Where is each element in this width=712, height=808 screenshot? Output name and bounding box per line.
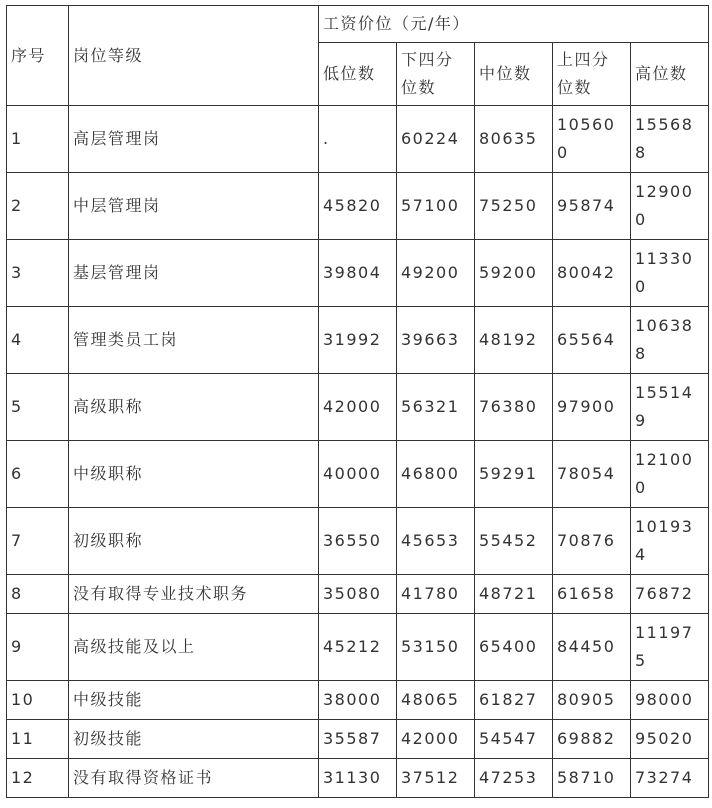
- table-row: [7, 508, 709, 575]
- row-seq: 3: [7, 240, 69, 307]
- row-post-level: 中级职称: [69, 441, 319, 508]
- row-post-level: 管理类员工岗: [69, 307, 319, 374]
- row-seq: 7: [7, 508, 69, 575]
- header-high: 高位数: [631, 43, 709, 106]
- row-lower-quartile: 48065: [397, 681, 475, 720]
- row-high: 129000: [631, 173, 709, 240]
- row-high: 155688: [631, 106, 709, 173]
- row-upper-quartile: 97900: [553, 374, 631, 441]
- table-row: [7, 240, 709, 307]
- row-median: 55452: [475, 508, 553, 575]
- row-post-level: 基层管理岗: [69, 240, 319, 307]
- row-lower-quartile: 53150: [397, 614, 475, 681]
- row-low: 35080: [319, 575, 397, 614]
- header-seq: 序号: [7, 6, 69, 106]
- row-upper-quartile: 95874: [553, 173, 631, 240]
- row-high: 73274: [631, 759, 709, 798]
- row-lower-quartile: 60224: [397, 106, 475, 173]
- row-seq: 6: [7, 441, 69, 508]
- row-lower-quartile: 49200: [397, 240, 475, 307]
- row-low: 40000: [319, 441, 397, 508]
- salary-table: [6, 5, 709, 798]
- row-low: 38000: [319, 681, 397, 720]
- row-low: 35587: [319, 720, 397, 759]
- row-high: 98000: [631, 681, 709, 720]
- row-seq: 11: [7, 720, 69, 759]
- row-lower-quartile: 57100: [397, 173, 475, 240]
- row-seq: 12: [7, 759, 69, 798]
- row-high: 106388: [631, 307, 709, 374]
- row-low: 31130: [319, 759, 397, 798]
- row-seq: 1: [7, 106, 69, 173]
- row-upper-quartile: 70876: [553, 508, 631, 575]
- row-seq: 8: [7, 575, 69, 614]
- row-lower-quartile: 56321: [397, 374, 475, 441]
- row-upper-quartile: 105600: [553, 106, 631, 173]
- table-row: [7, 681, 709, 720]
- row-median: 54547: [475, 720, 553, 759]
- table-row: [7, 106, 709, 173]
- row-high: 76872: [631, 575, 709, 614]
- row-seq: 4: [7, 307, 69, 374]
- row-upper-quartile: 80042: [553, 240, 631, 307]
- row-median: 80635: [475, 106, 553, 173]
- row-median: 61827: [475, 681, 553, 720]
- header-low: 低位数: [319, 43, 397, 106]
- row-low: 45212: [319, 614, 397, 681]
- row-post-level: 没有取得资格证书: [69, 759, 319, 798]
- row-low: 39804: [319, 240, 397, 307]
- row-median: 47253: [475, 759, 553, 798]
- row-high: 101934: [631, 508, 709, 575]
- row-upper-quartile: 61658: [553, 575, 631, 614]
- row-high: 155149: [631, 374, 709, 441]
- row-post-level: 高层管理岗: [69, 106, 319, 173]
- row-low: 36550: [319, 508, 397, 575]
- row-post-level: 初级技能: [69, 720, 319, 759]
- row-high: 111975: [631, 614, 709, 681]
- table-row: [7, 307, 709, 374]
- row-post-level: 高级职称: [69, 374, 319, 441]
- header-row-top: [7, 6, 709, 43]
- row-post-level: 初级职称: [69, 508, 319, 575]
- row-lower-quartile: 41780: [397, 575, 475, 614]
- row-lower-quartile: 46800: [397, 441, 475, 508]
- row-high: 113300: [631, 240, 709, 307]
- row-seq: 2: [7, 173, 69, 240]
- row-lower-quartile: 37512: [397, 759, 475, 798]
- row-median: 48721: [475, 575, 553, 614]
- row-low: 45820: [319, 173, 397, 240]
- row-post-level: 中层管理岗: [69, 173, 319, 240]
- header-post-level: 岗位等级: [69, 6, 319, 106]
- table-row: [7, 441, 709, 508]
- row-median: 65400: [475, 614, 553, 681]
- row-median: 76380: [475, 374, 553, 441]
- header-upper-quartile: 上四分位数: [553, 43, 631, 106]
- row-post-level: 没有取得专业技术职务: [69, 575, 319, 614]
- row-post-level: 高级技能及以上: [69, 614, 319, 681]
- row-upper-quartile: 84450: [553, 614, 631, 681]
- row-seq: 9: [7, 614, 69, 681]
- row-lower-quartile: 45653: [397, 508, 475, 575]
- row-seq: 5: [7, 374, 69, 441]
- row-upper-quartile: 69882: [553, 720, 631, 759]
- row-lower-quartile: 42000: [397, 720, 475, 759]
- row-low: 31992: [319, 307, 397, 374]
- table-row: [7, 374, 709, 441]
- table-row: [7, 759, 709, 798]
- table-row: [7, 575, 709, 614]
- row-median: 59291: [475, 441, 553, 508]
- row-high: 95020: [631, 720, 709, 759]
- table-row: [7, 614, 709, 681]
- row-upper-quartile: 78054: [553, 441, 631, 508]
- row-upper-quartile: 65564: [553, 307, 631, 374]
- row-median: 48192: [475, 307, 553, 374]
- row-median: 75250: [475, 173, 553, 240]
- row-low: .: [319, 106, 397, 173]
- table-row: [7, 720, 709, 759]
- row-post-level: 中级技能: [69, 681, 319, 720]
- row-seq: 10: [7, 681, 69, 720]
- table-row: [7, 173, 709, 240]
- row-low: 42000: [319, 374, 397, 441]
- row-lower-quartile: 39663: [397, 307, 475, 374]
- salary-table-container: [6, 5, 709, 798]
- row-upper-quartile: 80905: [553, 681, 631, 720]
- row-median: 59200: [475, 240, 553, 307]
- header-salary-group: 工资价位（元/年）: [319, 6, 709, 43]
- header-lower-quartile: 下四分位数: [397, 43, 475, 106]
- header-median: 中位数: [475, 43, 553, 106]
- row-upper-quartile: 58710: [553, 759, 631, 798]
- row-high: 121000: [631, 441, 709, 508]
